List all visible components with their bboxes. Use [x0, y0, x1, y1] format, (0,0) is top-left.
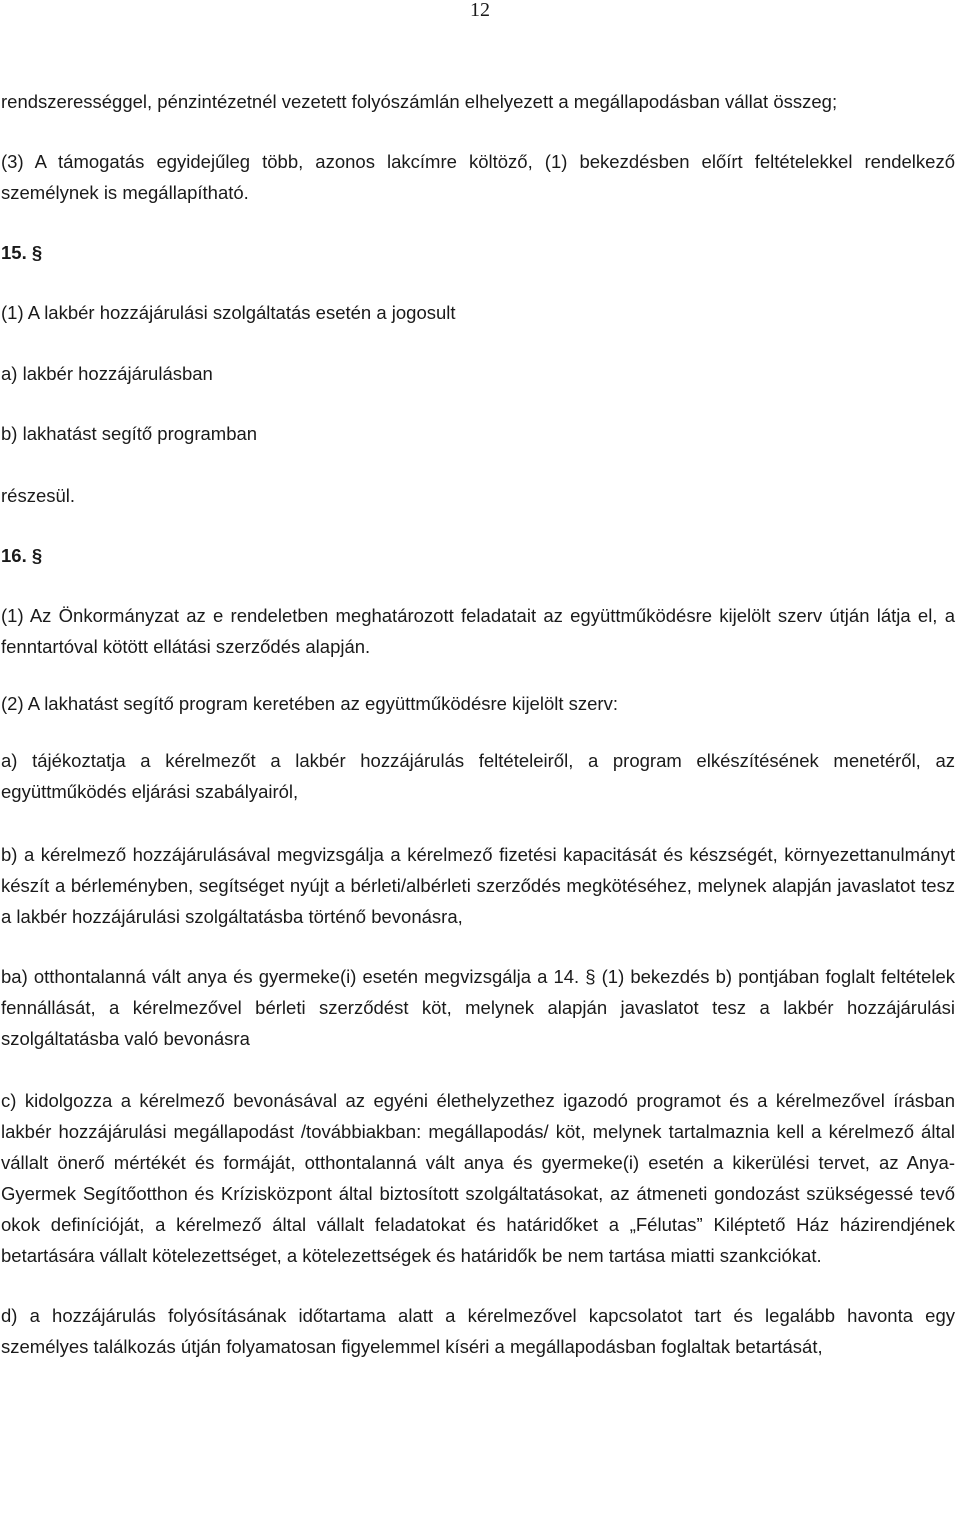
- section-15-point-b: b) lakhatást segítő programban: [1, 423, 258, 444]
- section-15-subsection-1: (1) A lakbér hozzájárulási szolgáltatás esetén a jogosult: [1, 302, 456, 323]
- document-body: [1, 86, 955, 1362]
- section-heading-16: 16. §: [1, 545, 43, 566]
- paragraph-subsection-3: (3) A támogatás egyidejűleg több, azonos lakcímre költöző, (1) bekezdésben előírt feltételekkel rendelkező személynek is megállapítható.: [1, 151, 955, 203]
- section-16-point-c: c) kidolgozza a kérelmező bevonásával az egyéni élethelyzethez igazodó programot és a kérelmezővel írásban lakbér hozzájárulási megállapodást /továbbiakban: megállapodás/ köt, melynek tartalmaznia kell a kérelmező által vállalt önerő mértékét és formáját, otthontalanná vált anya és gyermeke(i) esetén a kikerülési tervet, az Anya-Gyermek Segítőotthon és Krízisközpont által biztosított szolgáltatásokat, az átmeneti gondozást szükségessé tevő okok definícióját, a kérelmező által vállalt feladatokat és határidőket a „Félutas” Kiléptető Ház házirendjének betartására vállalt kötelezettséget, a kötelezettségek és határidők be nem tartása miatti szankciókat.: [1, 1090, 955, 1266]
- section-16-subsection-2: (2) A lakhatást segítő program keretében az együttműködésre kijelölt szerv:: [1, 693, 618, 714]
- section-16-point-a: a) tájékoztatja a kérelmezőt a lakbér hozzájárulás feltételeiről, a program elkészítésének menetéről, az együttműködés eljárási szabályairól,: [1, 750, 955, 802]
- section-16-point-b: b) a kérelmező hozzájárulásával megvizsgálja a kérelmező fizetési kapacitását és készségét, környezettanulmányt készít a bérleményben, segítséget nyújt a bérleti/albérleti szerződés megkötéséhez, melynek alapján javaslatot tesz a lakbér hozzájárulási szolgáltatásba történő bevonásra,: [1, 844, 955, 927]
- section-15-point-a: a) lakbér hozzájárulásban: [1, 363, 213, 384]
- page-number: 12: [470, 0, 490, 21]
- paragraph-continuation: rendszerességgel, pénzintézetnél vezetett folyószámlán elhelyezett a megállapodásban vállat összeg;: [1, 91, 838, 112]
- section-heading-15: 15. §: [1, 242, 43, 263]
- section-15-closing: részesül.: [1, 485, 76, 506]
- section-16-point-d: d) a hozzájárulás folyósításának időtartama alatt a kérelmezővel kapcsolatot tart és legalább havonta egy személyes találkozás útján folyamatosan figyelemmel kíséri a megállapodásban foglaltak betartását,: [1, 1305, 955, 1357]
- section-16-subsection-1: (1) Az Önkormányzat az e rendeletben meghatározott feladatait az együttműködésre kijelölt szerv útján látja el, a fenntartóval kötött ellátási szerződés alapján.: [1, 605, 955, 657]
- section-16-point-ba: ba) otthontalanná vált anya és gyermeke(i) esetén megvizsgálja a 14. § (1) bekezdés b) pontjában foglalt feltételek fennállását, a kérelmezővel bérleti szerződést köt, melynek alapján javaslatot tesz a lakbér hozzájárulási szolgáltatásba való bevonásra: [1, 966, 955, 1049]
